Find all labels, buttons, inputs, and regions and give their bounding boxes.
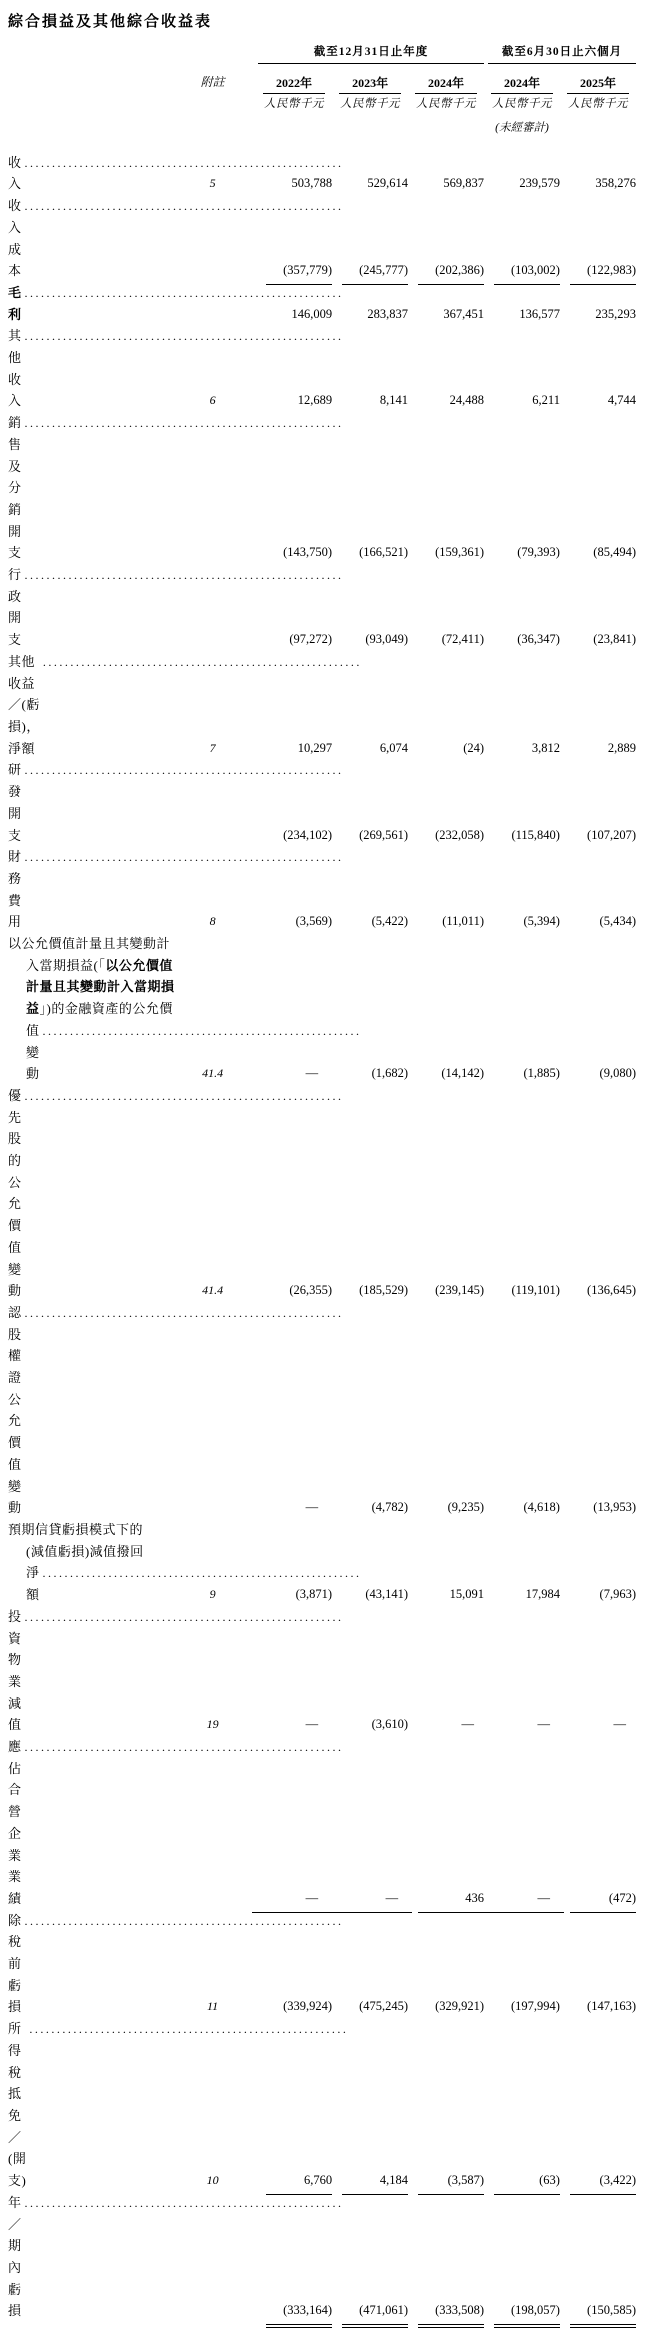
value-text: (5,434) — [599, 914, 636, 929]
row-value — [484, 2192, 560, 2322]
value-text: (245,777) — [342, 260, 408, 285]
row-value — [560, 325, 636, 412]
table-row — [8, 1606, 636, 1736]
value-text: (11,011) — [442, 914, 485, 929]
row-value — [560, 651, 636, 760]
row-value — [408, 2018, 484, 2192]
table-row — [8, 325, 636, 412]
row-label — [8, 195, 187, 282]
label-text: 優先股的公允價值變動 — [8, 1087, 22, 1299]
value-text: (85,494) — [593, 545, 636, 560]
value-text: — — [332, 1888, 412, 1913]
row-note: 41.4 — [202, 1283, 224, 1298]
label-text: 所得稅抵免／(開支) — [8, 2021, 27, 2189]
row-value — [332, 2018, 408, 2192]
label-text: 研發開支 — [8, 762, 22, 843]
row-value — [484, 1519, 560, 1606]
row-label — [8, 1910, 187, 2019]
label-text: 其他收益／(虧損)，淨額 — [8, 653, 40, 756]
value-text: (3,610) — [371, 1717, 409, 1732]
row-value — [484, 564, 560, 651]
value-text: 503,788 — [291, 176, 333, 191]
value-text: 367,451 — [443, 306, 485, 321]
row-value — [484, 1085, 560, 1302]
value-text: (26,355) — [289, 1283, 333, 1298]
row-value — [238, 1085, 332, 1302]
currency-row — [8, 94, 636, 116]
value-text: (339,924) — [283, 1999, 333, 2014]
row-value — [484, 933, 560, 1085]
leader-dots — [25, 1085, 344, 1108]
value-text: — — [484, 1888, 564, 1913]
year-column-header: 2022年 — [256, 76, 332, 94]
table-row — [8, 2192, 636, 2322]
leader-dots — [25, 1910, 344, 1933]
row-value — [408, 412, 484, 564]
leader-dots — [25, 412, 344, 435]
row-label — [8, 2018, 187, 2192]
value-text: 2,889 — [607, 740, 636, 755]
row-value — [408, 651, 484, 760]
row-value — [560, 759, 636, 846]
row-label — [8, 1302, 187, 1519]
value-text: (43,141) — [365, 1587, 409, 1602]
table-row — [8, 1736, 636, 1910]
row-label — [8, 1085, 187, 1302]
row-value — [560, 1519, 636, 1606]
value-text: 6,211 — [532, 393, 560, 408]
row-value — [484, 1910, 560, 2019]
value-text: — — [252, 1888, 332, 1913]
row-value — [484, 2018, 560, 2192]
table-row — [8, 152, 636, 195]
value-text: (13,953) — [593, 1500, 636, 1515]
leader-dots — [25, 564, 344, 587]
label-text: 除稅前虧損 — [8, 1912, 22, 2015]
label-text: 計量且其變動計入當期損 — [26, 979, 175, 995]
row-label — [8, 933, 187, 1085]
currency-label: 人民幣千元 — [340, 98, 401, 110]
value-text: (3,422) — [570, 2170, 636, 2195]
value-text: (97,272) — [289, 632, 333, 647]
value-text: (7,963) — [599, 1587, 636, 1602]
value-text: (9,080) — [599, 1066, 636, 1081]
value-text: (159,361) — [435, 545, 485, 560]
row-value — [332, 1085, 408, 1302]
row-value — [238, 933, 332, 1085]
row-value — [484, 1302, 560, 1519]
leader-dots — [43, 1562, 362, 1585]
year-column-header: 2025年 — [560, 76, 636, 94]
row-value — [238, 412, 332, 564]
value-text: (471,061) — [342, 2300, 408, 2328]
value-text: (136,645) — [587, 1283, 636, 1298]
value-text: 24,488 — [449, 393, 485, 408]
row-value — [560, 1085, 636, 1302]
row-value — [560, 2018, 636, 2192]
row-value — [484, 1736, 560, 1910]
table-row — [8, 195, 636, 282]
row-note — [187, 412, 238, 564]
leader-dots — [25, 282, 344, 305]
value-text: 15,091 — [449, 1587, 485, 1602]
value-text: (202,386) — [418, 260, 484, 285]
value-text: (472) — [570, 1888, 636, 1913]
value-text: 529,614 — [367, 176, 409, 191]
period-group-annual: 截至12月31日止年度 — [258, 45, 484, 64]
value-text: (107,207) — [587, 827, 636, 842]
row-note: 6 — [209, 393, 216, 408]
value-text: (234,102) — [283, 827, 333, 842]
row-note: 10 — [206, 2173, 219, 2188]
row-value — [408, 195, 484, 282]
value-text: 12,689 — [297, 393, 333, 408]
row-value — [560, 564, 636, 651]
value-text: 3,812 — [531, 740, 560, 755]
value-text: — — [537, 1717, 551, 1732]
notes-column-header: 附註 — [200, 75, 225, 90]
label-text: 益 — [26, 1001, 40, 1017]
value-text: 6,074 — [379, 740, 409, 755]
row-note: 7 — [209, 740, 216, 755]
value-text: 8,141 — [379, 393, 409, 408]
value-text: (5,422) — [371, 914, 409, 929]
value-text: 10,297 — [297, 740, 333, 755]
value-text: (1,885) — [523, 1066, 560, 1081]
label-text: 值變動 — [26, 1022, 40, 1082]
label-text: 其他收入 — [8, 328, 22, 409]
value-text: 4,184 — [342, 2170, 408, 2195]
table-row — [8, 1085, 636, 1302]
row-note: 9 — [209, 1587, 216, 1602]
table-row — [8, 1302, 636, 1519]
row-value — [408, 282, 484, 325]
value-text: (93,049) — [365, 632, 409, 647]
value-text: (103,002) — [494, 260, 560, 285]
row-value — [484, 412, 560, 564]
leader-dots — [25, 1606, 344, 1629]
unaudited-label: (未經審計) — [495, 121, 549, 134]
row-value — [560, 1606, 636, 1736]
label-text: 以公允價值 — [105, 957, 173, 973]
year-column-header: 2024年 — [408, 76, 484, 94]
table-row — [8, 2018, 636, 2192]
value-text: (115,840) — [511, 827, 560, 842]
year-column-header: 2023年 — [332, 76, 408, 94]
label-text: 行政開支 — [8, 567, 22, 648]
value-text: (3,871) — [295, 1587, 333, 1602]
currency-label: 人民幣千元 — [416, 98, 477, 110]
value-text: (3,587) — [418, 2170, 484, 2195]
currency-label: 人民幣千元 — [264, 98, 324, 110]
row-value — [560, 846, 636, 933]
table-row — [8, 846, 636, 933]
leader-dots — [25, 152, 344, 175]
row-value — [332, 412, 408, 564]
row-note — [187, 1302, 238, 1519]
label-text: 淨額 — [26, 1565, 40, 1603]
value-text: (79,393) — [517, 545, 560, 560]
label-text: 銷售及分銷開支 — [8, 415, 22, 561]
row-value — [484, 1606, 560, 1736]
value-text: 136,577 — [519, 306, 560, 321]
value-text: 235,293 — [595, 306, 636, 321]
leader-dots — [43, 651, 362, 674]
period-group-row — [8, 45, 636, 64]
value-text: (197,994) — [511, 1999, 560, 2014]
table-row — [8, 282, 636, 325]
row-note: 5 — [209, 176, 216, 191]
value-text: 436 — [418, 1888, 484, 1913]
row-value — [484, 846, 560, 933]
table-row — [8, 1519, 636, 1606]
row-value — [484, 152, 560, 195]
leader-dots — [43, 1020, 362, 1043]
value-text: (5,394) — [523, 914, 560, 929]
value-text: (3,569) — [295, 914, 333, 929]
value-text: (333,508) — [418, 2300, 484, 2328]
row-value — [408, 564, 484, 651]
leader-dots — [25, 1302, 344, 1325]
row-value — [408, 759, 484, 846]
value-text: (14,142) — [441, 1066, 485, 1081]
label-text: 預期信貸虧損模式下的 — [8, 1522, 144, 1537]
row-label — [8, 564, 187, 651]
row-label — [8, 651, 187, 760]
row-value — [484, 325, 560, 412]
row-value — [560, 933, 636, 1085]
leader-dots — [25, 1736, 344, 1759]
row-value — [332, 933, 408, 1085]
value-text: (329,921) — [435, 1999, 485, 2014]
row-value — [408, 933, 484, 1085]
value-text: (122,983) — [570, 260, 636, 285]
label-text: 投資物業減值 — [8, 1608, 22, 1733]
row-note: 11 — [207, 1999, 219, 2014]
label-text: 以公允價值計量且其變動計 — [8, 936, 171, 952]
row-value — [560, 2192, 636, 2322]
row-value — [560, 195, 636, 282]
row-value — [560, 412, 636, 564]
label-text: (減值虧損)減值撥回 — [26, 1543, 144, 1559]
row-value — [408, 1606, 484, 1736]
label-text: 收入 — [8, 154, 22, 192]
income-statement-table — [8, 45, 636, 2322]
leader-dots — [25, 2192, 344, 2215]
value-text: (4,618) — [523, 1500, 560, 1515]
row-note — [187, 1736, 238, 1910]
value-text: — — [461, 1717, 475, 1732]
value-text: (4,782) — [371, 1500, 409, 1515]
leader-dots — [25, 846, 344, 869]
row-note: 19 — [206, 1717, 219, 1732]
value-text: 17,984 — [525, 1587, 560, 1602]
row-label — [8, 1519, 187, 1606]
value-text: (198,057) — [494, 2300, 560, 2328]
value-text: 4,744 — [607, 393, 636, 408]
row-label — [8, 1736, 187, 1910]
page-title: 綜合損益及其他綜合收益表 — [8, 14, 213, 30]
row-value — [332, 1736, 408, 1910]
row-value — [408, 1736, 484, 1910]
value-text: 358,276 — [595, 176, 636, 191]
table-row — [8, 412, 636, 564]
row-label — [8, 412, 187, 564]
value-text: (166,521) — [359, 545, 409, 560]
row-value — [408, 152, 484, 195]
value-text: (357,779) — [266, 260, 332, 285]
value-text: (269,561) — [359, 827, 409, 842]
value-text: (475,245) — [359, 1999, 409, 2014]
table-row — [8, 933, 636, 1085]
year-column-header: 2024年 — [484, 76, 560, 94]
value-text: 146,009 — [291, 306, 333, 321]
row-label — [8, 2192, 187, 2322]
label-text: 認股權證公允價值變動 — [8, 1304, 22, 1516]
row-value — [408, 1519, 484, 1606]
period-group-interim: 截至6月30日止六個月 — [488, 45, 636, 64]
row-note: 41.4 — [202, 1066, 224, 1081]
row-value — [560, 152, 636, 195]
value-text: (36,347) — [517, 632, 560, 647]
row-label — [8, 152, 187, 195]
row-value — [408, 1302, 484, 1519]
value-text: (23,841) — [593, 632, 636, 647]
value-text: (185,529) — [359, 1283, 409, 1298]
row-value — [560, 1302, 636, 1519]
leader-dots — [25, 759, 344, 782]
label-text: 財務費用 — [8, 849, 22, 930]
value-text: (63) — [494, 2170, 560, 2195]
row-value — [560, 1736, 636, 1910]
table-row — [8, 759, 636, 846]
value-text: — — [305, 1717, 319, 1732]
row-value — [408, 2192, 484, 2322]
value-text: (72,411) — [441, 632, 485, 647]
unaudited-row — [8, 116, 636, 152]
value-text: 239,579 — [519, 176, 560, 191]
value-text: — — [613, 1717, 626, 1732]
row-note: 8 — [209, 914, 216, 929]
label-text: 」)的金融資產的公允價 — [39, 1001, 173, 1017]
label-text: 年／期內虧損 — [8, 2194, 22, 2319]
row-value — [484, 759, 560, 846]
row-label — [8, 846, 187, 933]
row-value — [484, 195, 560, 282]
value-text: — — [305, 1500, 319, 1515]
year-header-row — [8, 64, 636, 94]
currency-label: 人民幣千元 — [491, 98, 552, 110]
table-row — [8, 1910, 636, 2019]
row-label — [8, 325, 187, 412]
value-text: (143,750) — [283, 545, 333, 560]
value-text: (150,585) — [570, 2300, 636, 2328]
value-text: (333,164) — [266, 2300, 332, 2328]
row-label — [8, 1606, 187, 1736]
table-row — [8, 564, 636, 651]
row-value — [560, 282, 636, 325]
leader-dots — [29, 2018, 348, 2041]
row-value — [408, 846, 484, 933]
label-text: 入當期損益(「 — [26, 957, 106, 973]
row-value — [484, 651, 560, 760]
value-text: (119,101) — [511, 1283, 560, 1298]
value-text: 569,837 — [443, 176, 485, 191]
row-value — [238, 2018, 332, 2192]
value-text: (232,058) — [435, 827, 485, 842]
row-value — [408, 1910, 484, 2019]
row-label — [8, 282, 187, 325]
row-value — [484, 282, 560, 325]
row-value — [408, 1085, 484, 1302]
currency-label: 人民幣千元 — [567, 98, 628, 110]
row-value — [408, 325, 484, 412]
row-value — [238, 1302, 332, 1519]
value-text: (239,145) — [435, 1283, 485, 1298]
value-text: (24) — [463, 740, 485, 755]
value-text: 283,837 — [367, 306, 409, 321]
label-text: 收入成本 — [8, 198, 22, 279]
row-value — [332, 1302, 408, 1519]
leader-dots — [25, 195, 344, 218]
row-value — [560, 1910, 636, 2019]
value-text: (1,682) — [371, 1066, 409, 1081]
table-row — [8, 651, 636, 760]
value-text: — — [305, 1066, 319, 1081]
label-text: 毛利 — [8, 284, 22, 322]
row-label — [8, 759, 187, 846]
label-text: 應佔合營企業業績 — [8, 1739, 22, 1906]
row-value — [238, 1736, 332, 1910]
value-text: 6,760 — [266, 2170, 332, 2195]
value-text: (147,163) — [587, 1999, 636, 2014]
value-text: (9,235) — [447, 1500, 485, 1515]
leader-dots — [25, 325, 344, 348]
